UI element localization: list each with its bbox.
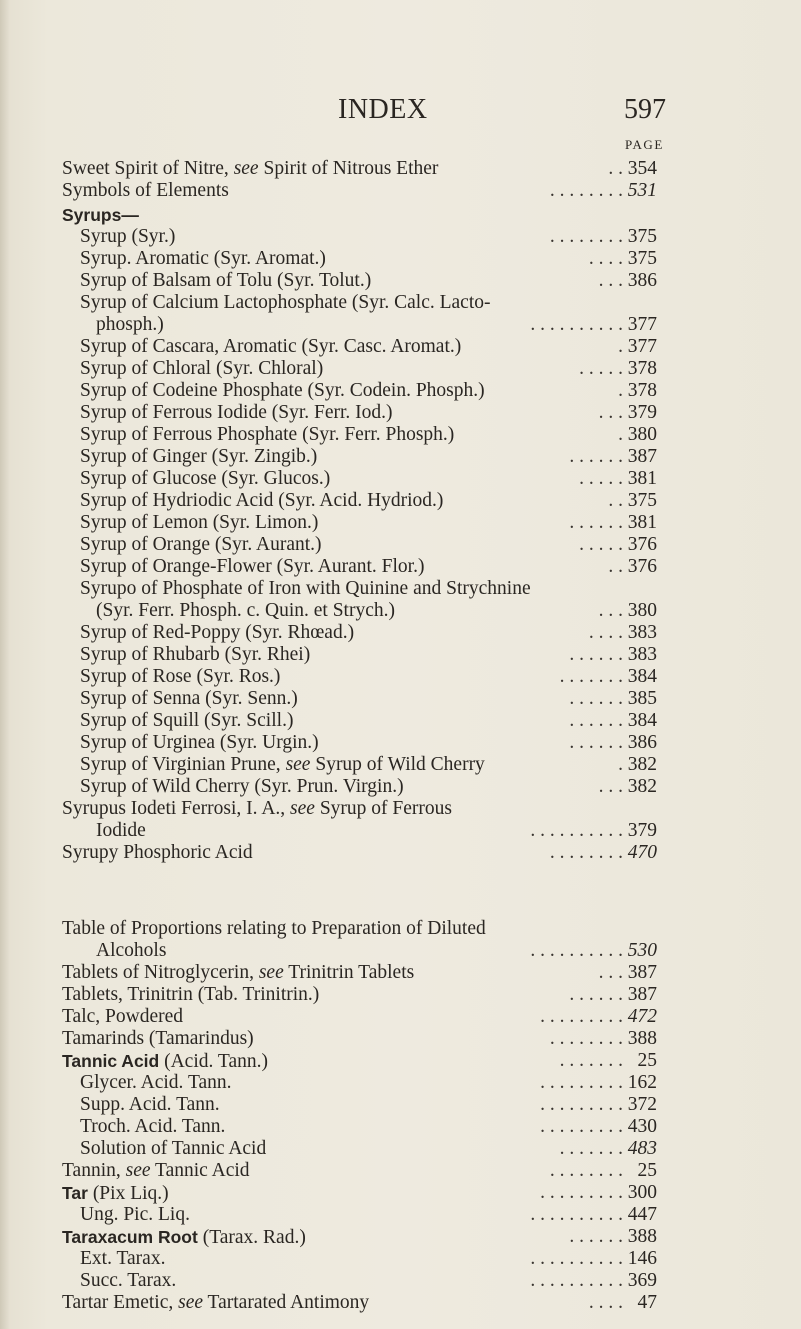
entry-page-number: 385 [627,688,657,709]
page-number: 597 [624,94,666,125]
entry-text-part: Syrup of Virginian Prune, [80,754,286,775]
dot-leader: . [618,754,623,775]
entry-text [80,1270,176,1292]
entry-text-part: Syrup of Squill (Syr. Scill.) [80,710,294,731]
entry-page-number: 382 [627,754,657,775]
dot-leader: . . . . . [579,468,623,489]
index-entry [0,402,801,424]
dot-leader: . . . . . . [569,710,623,731]
dot-leader: . . . . [588,248,623,269]
index-entry [0,754,801,776]
entry-text-part: Tablets, Trinitrin (Tab. Trinitrin.) [62,984,320,1005]
entry-page-number: 375 [627,490,657,511]
index-entry [0,1204,801,1226]
index-entry [0,1050,801,1072]
entry-text-part: Tannin, [62,1160,126,1181]
cross-reference-see: see [178,1292,204,1313]
entry-text-part: (Acid. Tann.) [159,1051,268,1072]
index-entry [0,270,801,292]
entry-text-part: Syrup of Ferrous [314,798,452,819]
cross-reference-see: see [125,1160,151,1181]
entry-text-part: Syrupo of Phosphate of Iron with Quinine and Strychnine [80,578,531,599]
dot-leader: . . . [598,776,623,797]
entry-text-part: Syrup of Orange (Syr. Aurant.) [80,534,322,555]
entry-text-part: Table of Proportions relating to Preparation of Diluted [62,918,486,939]
index-entry [0,776,801,798]
dot-leader: . . [608,556,623,577]
entry-text [62,1182,169,1205]
entry-text [80,424,454,446]
index-entry [0,556,801,578]
entry-heading: Tannic Acid [62,1051,160,1071]
dot-leader: . . . [598,600,623,621]
dot-leader: . . . . . . [569,984,623,1005]
entry-text [62,1028,254,1050]
index-entry [0,918,801,940]
entry-text-part: (Tarax. Rad.) [197,1227,306,1248]
entry-text-part: Tannic Acid [150,1160,250,1181]
entry-page-number: 383 [627,644,657,665]
dot-leader: . . . [598,402,623,423]
index-entry [0,1226,801,1248]
index-entry [0,534,801,556]
entry-text [80,226,175,248]
index-entry [0,226,801,248]
index-entry [0,820,801,842]
index-entry [0,798,801,820]
entry-text-part: Syrup of Ferrous Phosphate (Syr. Ferr. Phosph.) [80,424,455,445]
index-entry [0,336,801,358]
entry-page-number: 447 [627,1204,657,1225]
index-entry [0,512,801,534]
dot-leader: . . . . . . [569,644,623,665]
entry-text-part: Syrup of Red-Poppy (Syr. Rhœad.) [80,622,355,643]
dot-leader: . . . . . . . . . . [530,940,623,961]
entry-text [80,1248,165,1270]
index-entry [0,1160,801,1182]
dot-leader: . . . . . . . . . [540,1006,623,1027]
entry-text [80,1116,225,1138]
entry-text [62,204,139,227]
dot-leader: . . . . . . . . [549,180,623,201]
entry-text-part: Tartar Emetic, [62,1292,179,1313]
index-entry [0,380,801,402]
entry-page-number: 162 [627,1072,657,1093]
entry-text [96,820,146,842]
entry-page-number: 384 [627,710,657,731]
entry-text-part: Ung. Pic. Liq. [80,1204,190,1225]
entry-page-number: 377 [627,314,657,335]
entry-text [80,336,461,358]
entry-text-part: Iodide [96,820,146,841]
entry-text-part: Syrup of Rhubarb (Syr. Rhei) [80,644,311,665]
entry-page-number: 375 [627,248,657,269]
index-entry [0,940,801,962]
entry-text [80,556,424,578]
dot-leader: . . . . . . . . . . [530,1270,623,1291]
entry-text [80,666,280,688]
entry-text [80,270,371,292]
index-entry [0,1116,801,1138]
entry-page-number: 530 [627,940,657,961]
dot-leader: . . . . . . . . . [540,1094,623,1115]
entry-page-number: 375 [627,226,657,247]
entry-text-part: Syrup of Urginea (Syr. Urgin.) [80,732,319,753]
index-entry [0,1006,801,1028]
entry-page-number: 470 [627,842,657,863]
entry-text [80,754,485,776]
index-entry [0,1138,801,1160]
index-entry [0,962,801,984]
entry-text-part: Syrup of Rose (Syr. Ros.) [80,666,281,687]
dot-leader: . . . [598,962,623,983]
index-entry [0,424,801,446]
entry-text-part: Syrup of Orange-Flower (Syr. Aurant. Flor.) [80,556,425,577]
dot-leader: . . . . . . . [559,1050,623,1071]
entry-text [96,600,395,622]
entry-text [80,622,354,644]
entry-text-part: Succ. Tarax. [80,1270,177,1291]
entry-text [62,1006,183,1028]
entry-page-number: 387 [627,984,657,1005]
dot-leader: . . . . . . . . . [540,1072,623,1093]
entry-text-part: Syrup. Aromatic (Syr. Aromat.) [80,248,326,269]
index-entry [0,644,801,666]
entry-text [80,578,531,600]
dot-leader: . . . [598,270,623,291]
entry-page-number: 25 [637,1050,657,1071]
index-entry [0,1182,801,1204]
dot-leader: . . . . . . . . . . [530,1204,623,1225]
entry-page-number: 387 [627,446,657,467]
entry-text-part: phosph.) [96,314,164,335]
entry-text-part: Syrup of Codeine Phosphate (Syr. Codein. Phosph.) [80,380,485,401]
entry-text [80,358,323,380]
entry-text [62,984,319,1006]
index-entry [0,292,801,314]
entry-page-number: 25 [637,1160,657,1181]
page-column-label: PAGE [625,137,664,152]
entry-page-number: 47 [637,1292,657,1313]
entry-page-number: 381 [627,468,657,489]
entry-text [96,940,166,962]
index-entry [0,578,801,600]
entry-page-number: 380 [627,600,657,621]
index-entry [0,468,801,490]
dot-leader: . . . . [588,1292,623,1313]
index-entry [0,248,801,270]
entry-text [62,1160,250,1182]
entry-page-number: 369 [627,1270,657,1291]
entry-text [80,732,319,754]
index-entry [0,688,801,710]
entry-text [80,468,330,490]
entry-page-number: 383 [627,622,657,643]
entry-text-part: Troch. Acid. Tann. [80,1116,226,1137]
index-entry [0,600,801,622]
index-entry [0,358,801,380]
entry-text-part: Tablets of Nitroglycerin, [62,962,259,983]
index-entry [0,984,801,1006]
entry-text-part: Ext. Tarax. [80,1248,166,1269]
cross-reference-see: see [285,754,311,775]
dot-leader: . . . . . . . . . . [530,820,623,841]
dot-leader: . [618,336,623,357]
entry-text-part: Syrup of Hydriodic Acid (Syr. Acid. Hydriod.) [80,490,444,511]
cross-reference-see: see [233,158,259,179]
dot-leader: . . [608,490,623,511]
dot-leader: . . . . . . [569,512,623,533]
entry-text [80,248,326,270]
entry-page-number: 379 [627,820,657,841]
entry-text [80,512,318,534]
index-entry [0,204,801,226]
entry-text [80,644,310,666]
dot-leader: . . . . . . . . . . [530,314,623,335]
entry-text-part: Sweet Spirit of Nitre, [62,158,234,179]
dot-leader: . . . . . . . [559,666,623,687]
entry-page-number: 381 [627,512,657,533]
entry-text-part: Spirit of Nitrous Ether [258,158,439,179]
dot-leader: . . . . . . . . [549,842,623,863]
entry-text-part: Syrup of Glucose (Syr. Glucos.) [80,468,331,489]
entry-text-part: (Syr. Ferr. Phosph. c. Quin. et Strych.) [96,600,395,621]
entry-text [80,710,293,732]
dot-leader: . . . . . . . . [549,1160,623,1181]
entry-text [62,1050,268,1073]
entry-page-number: 386 [627,270,657,291]
entry-text-part: Glycer. Acid. Tann. [80,1072,232,1093]
entry-text [96,314,164,336]
entry-text [62,180,229,202]
entry-text [80,446,317,468]
dot-leader: . . . . . . [569,688,623,709]
dot-leader: . . . . . [579,358,623,379]
index-entry [0,490,801,512]
dot-leader: . . . . . . [569,1226,623,1247]
entry-text [80,534,322,556]
entry-page-number: 379 [627,402,657,423]
entry-page-number: 386 [627,732,657,753]
dot-leader: . . . . . . [569,732,623,753]
entry-page-number: 388 [627,1028,657,1049]
entry-text [80,490,443,512]
entry-text-part: Syrup of Wild Cherry (Syr. Prun. Virgin.) [80,776,404,797]
dot-leader: . . . . . . [569,446,623,467]
entry-text-part: Syrup of Chloral (Syr. Chloral) [80,358,324,379]
entry-text [80,776,404,798]
entry-text [62,158,438,180]
entry-page-number: 146 [627,1248,657,1269]
entry-page-number: 382 [627,776,657,797]
entry-text-part: Syrup of Cascara, Aromatic (Syr. Casc. Aromat.) [80,336,462,357]
entry-text-part: Syrup of Wild Cherry [310,754,485,775]
dot-leader: . . . . . . . . . [540,1116,623,1137]
index-entry [0,1270,801,1292]
entry-page-number: 430 [627,1116,657,1137]
index-entry [0,1292,801,1314]
index-entry [0,622,801,644]
entry-text [62,962,414,984]
entry-text-part: Syrup of Ferrous Iodide (Syr. Ferr. Iod.) [80,402,393,423]
index-entry [0,842,801,864]
entry-text [80,402,393,424]
index-entry [0,446,801,468]
entry-text-part: Syrup of Senna (Syr. Senn.) [80,688,298,709]
entry-text-part: Syrup of Calcium Lactophosphate (Syr. Calc. Lacto- [80,292,491,313]
entry-text [80,1138,266,1160]
entry-page-number: 376 [627,534,657,555]
entry-text-part: Tartarated Antimony [203,1292,370,1313]
entry-text [62,1226,306,1249]
entry-text [80,380,485,402]
dot-leader: . . [608,158,623,179]
entry-text [80,1204,190,1226]
index-entry [0,1028,801,1050]
entry-text [62,842,253,864]
entry-page-number: 388 [627,1226,657,1247]
entry-page-number: 531 [627,180,657,201]
entry-text-part: Syrupy Phosphoric Acid [62,842,253,863]
index-entry [0,1072,801,1094]
entry-page-number: 378 [627,380,657,401]
index-entry [0,314,801,336]
index-entry [0,732,801,754]
entry-text-part: Trinitrin Tablets [283,962,415,983]
entry-heading: Tar [62,1183,88,1203]
entry-text-part: Solution of Tannic Acid [80,1138,267,1159]
entry-text [80,1094,220,1116]
entry-text-part: Syrup (Syr.) [80,226,176,247]
entry-text [62,918,486,940]
dot-leader: . [618,380,623,401]
entry-page-number: 472 [627,1006,657,1027]
index-entry [0,666,801,688]
entry-text-part: Syrup of Ginger (Syr. Zingib.) [80,446,318,467]
dot-leader: . . . . . . . . . [540,1182,623,1203]
entry-text-part: Syrup of Balsam of Tolu (Syr. Tolut.) [80,270,372,291]
entry-page-number: 300 [627,1182,657,1203]
index-entry [0,710,801,732]
cross-reference-see: see [290,798,315,819]
dot-leader: . . . . . . . . [549,226,623,247]
index-entry [0,1248,801,1270]
entry-page-number: 483 [627,1138,657,1159]
entry-text [62,798,452,820]
index-entry [0,180,801,202]
entry-text-part: (Pix Liq.) [87,1183,169,1204]
entry-text [80,1072,232,1094]
dot-leader: . . . . . [579,534,623,555]
entry-page-number: 387 [627,962,657,983]
dot-leader: . . . . . . . [559,1138,623,1159]
entry-page-number: 372 [627,1094,657,1115]
cross-reference-see: see [258,962,284,983]
entry-text-part: Tamarinds (Tamarindus) [62,1028,254,1049]
entry-text-part: Symbols of Elements [62,180,229,201]
entry-text-part: Syrupus Iodeti Ferrosi, I. A., [62,798,291,819]
dot-leader: . . . . . . . . . . [530,1248,623,1269]
entry-text [80,292,490,314]
entry-page-number: 377 [627,336,657,357]
entry-page-number: 380 [627,424,657,445]
dot-leader: . . . . . . . . [549,1028,623,1049]
entry-text-part: Talc, Powdered [62,1006,184,1027]
index-entry [0,158,801,180]
entry-text-part: Supp. Acid. Tann. [80,1094,220,1115]
dot-leader: . . . . [588,622,623,643]
index-entry [0,1094,801,1116]
entry-page-number: 378 [627,358,657,379]
entry-heading: Taraxacum Root [62,1227,198,1247]
entry-text [80,688,298,710]
entry-text-part: Alcohols [96,940,167,961]
entry-text [62,1292,369,1314]
entry-page-number: 354 [627,158,657,179]
entry-page-number: 376 [627,556,657,577]
entry-text-part: Syrup of Lemon (Syr. Limon.) [80,512,319,533]
entry-page-number: 384 [627,666,657,687]
running-head-title: INDEX [338,94,428,125]
entry-heading: Syrups— [62,205,139,225]
dot-leader: . [618,424,623,445]
